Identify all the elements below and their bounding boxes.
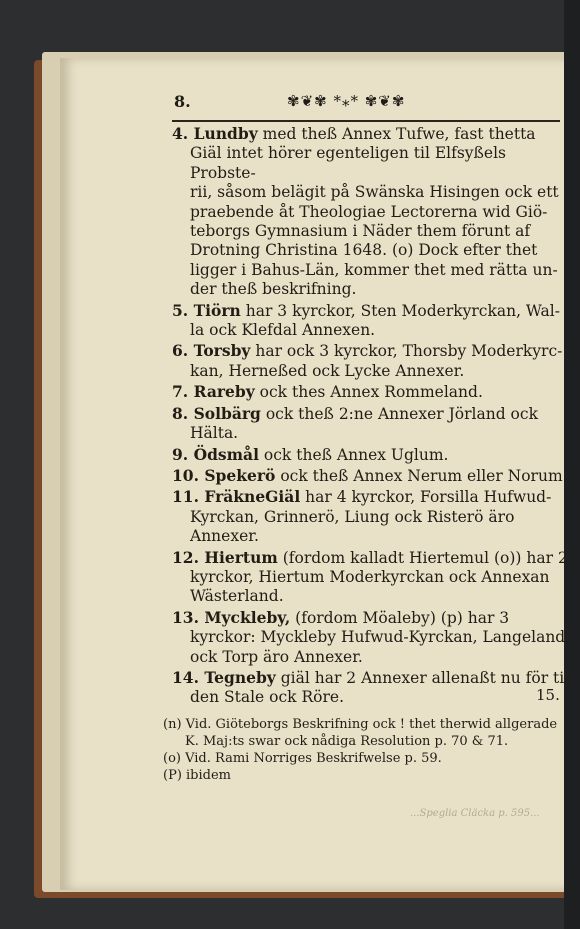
main-text (172, 124, 572, 709)
parish-entry (172, 668, 572, 708)
entry-text: har 3 kyrckor, Sten Moderkyrckan, Wal- (245, 301, 560, 320)
entry-line: ock Torp äro Annexer. (190, 647, 363, 666)
footnote (163, 767, 568, 784)
entry-line: la ock Klefdal Annexen. (190, 321, 376, 340)
entry-first-line (172, 668, 572, 688)
entry-lead: 9. Ödsmål (172, 444, 259, 464)
entry-lead: 8. Solbärg (172, 403, 261, 423)
entry-line: Giäl intet hörer egenteligen til Elfsyßels Probste- (190, 144, 506, 182)
entry-text: ock thes Annex Rommeland. (259, 383, 483, 402)
footnotes (163, 716, 568, 784)
entry-text: har 4 kyrckor, Forsilla Hufwud- (305, 488, 552, 507)
entry-lead: 6. Torsby (172, 341, 251, 361)
footnote-line: (n) Vid. Giöteborgs Beskrifning ock ! thet therwid allgerade (163, 717, 558, 732)
entry-lead: 4. Lundby (172, 124, 258, 143)
catchword: 15. (536, 686, 560, 704)
footnote (163, 750, 568, 767)
parish-entry (172, 608, 572, 667)
entry-lead: 14. Tegneby (172, 667, 276, 687)
entry-first-line (172, 404, 572, 424)
entry-first-line (172, 466, 572, 486)
entry-text: ock theß Annex Nerum eller Norum. (280, 466, 568, 485)
entry-line: den Stale ock Röre. (190, 688, 344, 707)
entry-first-line (172, 341, 572, 361)
entry-first-line (172, 382, 572, 402)
entry-line: Hälta. (190, 424, 239, 443)
entry-line: Wästerland. (190, 587, 284, 606)
parish-entry (172, 124, 572, 300)
entry-first-line (172, 548, 572, 568)
parish-entry (172, 301, 572, 341)
parish-entry (172, 404, 572, 444)
parish-entry (172, 548, 572, 607)
entry-line: rii, såsom belägit på Swänska Hisingen ock ett (190, 183, 559, 202)
entry-line: Kyrckan, Grinnerö, Liung ock Risterö äro (190, 507, 515, 526)
entry-lead: 5. Tiörn (172, 300, 241, 320)
running-header (172, 92, 572, 116)
entry-line: der theß beskrifning. (190, 280, 357, 299)
entry-text: giäl har 2 Annexer allenaßt nu för ti- (280, 668, 570, 687)
footnote-line: K. Maj:ts swar ock nådiga Resolution p. 70 & 71. (185, 734, 509, 749)
entry-text: ock theß Annex Uglum. (263, 445, 449, 464)
entry-first-line (172, 608, 572, 628)
parish-entry (172, 382, 572, 402)
entry-text: (fordom kalladt Hiertemul (o)) har 2 (282, 548, 568, 567)
parish-entry (172, 341, 572, 381)
entry-line: teborgs Gymnasium i Näder them förunt af (190, 222, 531, 241)
entry-text: ock theß 2:ne Annexer Jörland ock (265, 404, 538, 423)
entry-lead: 13. Myckleby, (172, 607, 291, 627)
entry-line: Annexer. (190, 527, 259, 546)
parish-entry (172, 445, 572, 465)
parish-entry (172, 466, 572, 486)
entry-first-line (172, 487, 572, 507)
page-number: 8. (174, 92, 191, 111)
entry-line: kyrckor: Myckleby Hufwud-Kyrckan, Langeland, (190, 628, 571, 647)
entry-text: med theß Annex Tufwe, fast thetta (262, 125, 536, 143)
entry-lead: 7. Rareby (172, 382, 255, 402)
entry-lead: 10. Spekerö (172, 465, 276, 485)
entry-line: kan, Herneßed ock Lycke Annexer. (190, 361, 465, 380)
header-ornament: ✾❦✾ *⁎* ✾❦✾ (287, 92, 406, 110)
parish-entry (172, 487, 572, 546)
entry-first-line (172, 124, 572, 144)
bleed-through-text: ...Speglia Cläcka p. 595... (410, 808, 540, 819)
entry-lead: 11. FräkneGiäl (172, 487, 301, 507)
entry-first-line (172, 301, 572, 321)
footnote (163, 716, 568, 750)
entry-line: Drotning Christina 1648. (o) Dock efter thet (190, 241, 538, 260)
entry-line: ligger i Bahus-Län, kommer thet med rätta un- (190, 260, 558, 279)
header-rule (172, 120, 560, 122)
footnote-line: (P) ibidem (163, 768, 232, 783)
footnote-line: (o) Vid. Rami Norriges Beskrifwelse p. 59. (163, 751, 442, 766)
entry-line: praebende åt Theologiae Lectorerna wid Giö- (190, 202, 548, 221)
entry-text: har ock 3 kyrckor, Thorsby Moderkyrc- (255, 342, 563, 361)
entry-lead: 12. Hiertum (172, 547, 278, 567)
entry-first-line (172, 445, 572, 465)
entry-line: kyrckor, Hiertum Moderkyrckan ock Annexan (190, 567, 550, 586)
entry-text: (fordom Möaleby) (p) har 3 (295, 608, 510, 627)
